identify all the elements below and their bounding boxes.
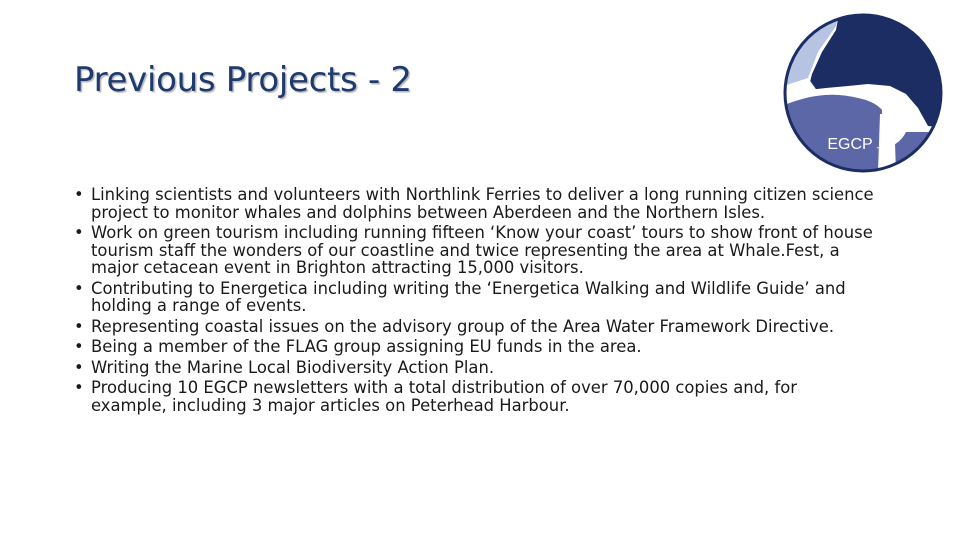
bullet-item <box>74 359 874 377</box>
slide-title: Previous Projects - 2 <box>74 60 412 100</box>
bullet-marker: • <box>74 278 84 298</box>
bullet-item <box>74 280 874 315</box>
egcp-logo <box>778 8 948 178</box>
logo-text: EGCP <box>827 136 873 153</box>
bullet-text: Representing coastal issues on the advisory group of the Area Water Framework Directive. <box>91 316 835 336</box>
bullet-text: Being a member of the FLAG group assigning EU funds in the area. <box>91 337 642 356</box>
bullet-item <box>74 379 874 414</box>
bullet-marker: • <box>74 316 84 336</box>
bullet-item <box>74 224 874 277</box>
bullet-marker: • <box>74 337 84 356</box>
bullet-item <box>74 318 874 336</box>
bullet-text: Contributing to Energetica including writing the ‘Energetica Walking and Wildlife Guide’ and holding a range of events. <box>91 278 846 315</box>
bullet-marker: • <box>74 378 84 397</box>
bullet-item <box>74 186 874 221</box>
bullet-item <box>74 338 874 356</box>
bullet-text: Linking scientists and volunteers with Northlink Ferries to deliver a long running citizen science project to monitor whales and dolphins between Aberdeen and the Northern Isles. <box>91 185 874 222</box>
bullet-text: Work on green tourism including running fifteen ‘Know your coast’ tours to show front of house tourism staff the wonders of our coastline and twice representing the area at Whale.Fest, a major cetacean event in Brighton attracting 15,000 visitors. <box>91 223 873 277</box>
bullet-text: Producing 10 EGCP newsletters with a total distribution of over 70,000 copies and, for example, including 3 major articles on Peterhead Harbour. <box>91 378 798 415</box>
bullet-marker: • <box>74 223 84 242</box>
bullet-marker: • <box>74 185 84 204</box>
bullet-list <box>74 186 874 417</box>
bullet-text: Writing the Marine Local Biodiversity Action Plan. <box>91 357 495 377</box>
bullet-marker: • <box>74 357 84 377</box>
